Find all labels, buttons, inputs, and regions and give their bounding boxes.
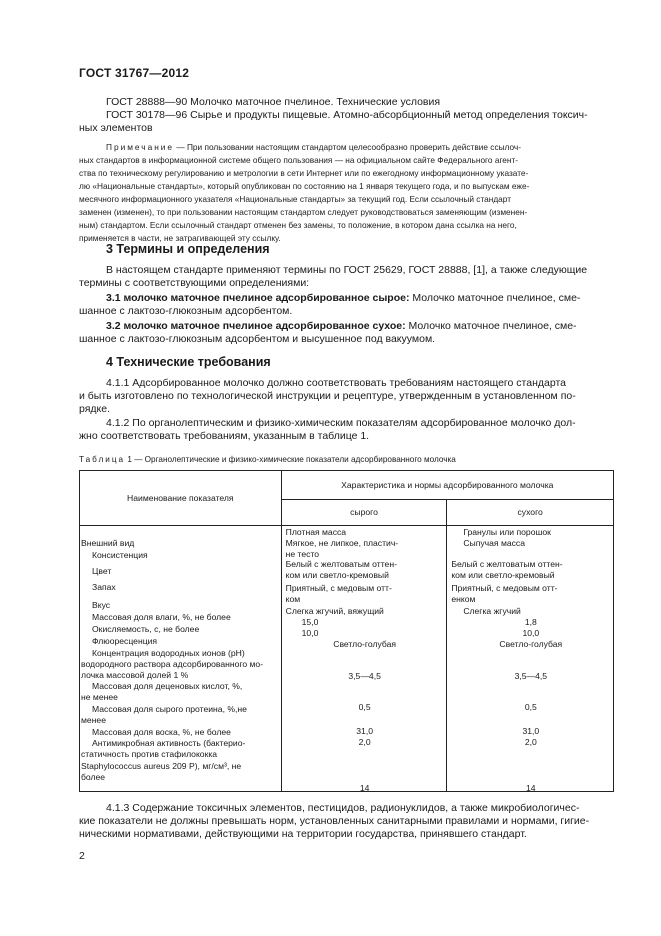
raw-value-13: 31,0 — [356, 726, 373, 736]
dry-value-0: Гранулы или порошок — [463, 527, 551, 537]
note-line-2: ных стандартов в информационной системе общего пользования — на официальном сайте Федерального агент- — [79, 155, 519, 165]
indicator-name-1: Консистенция — [92, 550, 148, 560]
sec3-para-line-2: термины с соответствующими определениями: — [79, 277, 310, 289]
term-3-2-title: 3.2 молочко маточное пчелиное адсорбированное сухое: — [106, 320, 406, 332]
raw-value-6: ком — [285, 594, 301, 604]
dry-value-5: енком — [451, 594, 476, 604]
raw-value-5: Приятный, с медовым отт- — [285, 583, 392, 593]
note-line-7: ным) стандартом. Если ссылочный стандарт отменен без замены, то положение, в котором дана ссылка на него, — [79, 220, 517, 230]
raw-value-9: 10,0 — [301, 628, 319, 638]
table-1-caption — [79, 455, 456, 464]
table-1 — [79, 470, 614, 792]
indicator-name-18: Массовая доля воска, %, не более — [92, 727, 231, 737]
para-4-1-2-line-2: жно соответствовать требованиям, указанным в таблице 1. — [79, 430, 370, 442]
indicator-name-13: лочка массовой долей 1 % — [81, 670, 189, 680]
reference-gost-30178-cont: ных элементов — [79, 122, 153, 134]
para-4-1-2-line-1: 4.1.2 По органолептическим и физико-химическим показателям адсорбированное молочко дол- — [106, 417, 576, 429]
dry-value-11: 0,5 — [524, 702, 537, 712]
note-line-1 — [106, 141, 521, 154]
note-line-5: месячного информационного указателя «Национальные стандарты» за текущий год. Если ссылочный стандарт — [79, 194, 512, 204]
indicator-name-9: Окисляемость, с, не более — [92, 624, 200, 634]
raw-value-7: Слегка жгучий, вяжущий — [285, 606, 384, 616]
indicator-names-column — [80, 526, 281, 791]
para-4-1-1-line-3: рядке. — [79, 403, 111, 415]
indicator-name-20: статичность против стафилококка — [81, 749, 218, 759]
note-label: Примечание — [106, 142, 175, 152]
col-header-indicator: Наименование показателя — [80, 471, 282, 526]
raw-value-15: 14 — [359, 783, 370, 793]
col-header-raw: сырого — [281, 500, 447, 526]
term-3-2 — [106, 320, 577, 333]
indicator-name-17: менее — [81, 715, 106, 725]
raw-value-3: Белый с желтоватым оттен- — [285, 559, 397, 569]
raw-value-12: 0,5 — [358, 702, 371, 712]
indicator-name-16: Массовая доля сырого протеина, %,не — [92, 704, 247, 714]
dry-values-column — [447, 526, 613, 791]
table-caption-label: Таблица — [79, 455, 126, 464]
indicator-name-21: Staphylococcus aureus 209 P), мг/см³, не — [81, 761, 242, 771]
raw-value-1: Мягкое, не липкое, пластич- — [285, 538, 399, 548]
term-3-1 — [106, 292, 580, 305]
dry-value-7: 1,8 — [524, 617, 537, 627]
dry-value-1: Сыпучая масса — [463, 538, 526, 548]
sec3-para-line-1: В настоящем стандарте применяют термины по ГОСТ 25629, ГОСТ 28888, [1], а также следующие — [106, 264, 588, 276]
dry-value-13: 2,0 — [524, 737, 537, 747]
term-3-1-cont: шанное с лактозо-глюкозным адсорбентом. — [79, 305, 293, 317]
term-3-1-def: Молочко маточное пчелиное, сме- — [409, 292, 581, 304]
document-code-header: ГОСТ 31767—2012 — [79, 66, 190, 80]
indicator-name-12: водородного раствора адсорбированного мо- — [81, 659, 264, 669]
note-line-3: ства по техническому регулированию и метрологии в сети Интернет или по ежегодному информационному указате- — [79, 168, 529, 178]
dry-value-9: Светло-голубая — [499, 639, 563, 649]
indicator-name-3: Цвет — [92, 566, 112, 576]
term-3-2-cont: шанное с лактозо-глюкозным адсорбентом и высушенное под вакуумом. — [79, 333, 436, 345]
dry-value-6: Слегка жгучий — [463, 606, 521, 616]
col-header-group: Характеристика и нормы адсорбированного молочка — [281, 471, 613, 500]
col-header-dry: сухого — [447, 500, 614, 526]
term-3-2-def: Молочко маточное пчелиное, сме- — [405, 320, 577, 332]
dry-value-14: 14 — [526, 783, 536, 793]
indicator-name-19: Антимикробная активность (бактерио- — [92, 738, 246, 748]
section-4-heading: 4 Технические требования — [106, 355, 271, 369]
note-line-6: заменен (изменен), то при пользовании настоящим стандартом следует руководствоваться заменяющим (изменен- — [79, 207, 528, 217]
note-text-1: — При пользовании настоящим стандартом целесообразно проверить действие ссылоч- — [174, 142, 522, 152]
indicator-name-7: Вкус — [92, 600, 111, 610]
dry-value-12: 31,0 — [522, 726, 540, 736]
section-3-heading: 3 Термины и определения — [106, 242, 270, 256]
indicator-name-14: Массовая доля децeновых кислот, %, — [92, 681, 243, 691]
note-line-4: лю «Национальные стандарты», который опубликован по состоянию на 1 января текущего года, и по выпускам еже- — [79, 181, 530, 191]
indicator-name-22: более — [81, 772, 106, 782]
indicator-name-8: Массовая доля влаги, %, не более — [92, 612, 231, 622]
para-4-1-1-line-1: 4.1.1 Адсорбированное молочко должно соответствовать требованиям настоящего стандарта — [106, 377, 566, 389]
raw-value-0: Плотная масса — [285, 527, 347, 537]
indicator-name-10: Флюоресценция — [92, 636, 158, 646]
raw-values-column — [282, 526, 447, 791]
dry-value-10: 3,5—4,5 — [514, 671, 548, 681]
dry-value-3: ком или светло-кремовый — [451, 570, 555, 580]
para-4-1-3-line-3: ническими нормативами, действующими на территории государства, принявшего стандарт. — [79, 828, 527, 840]
table-caption-text: 1 — Органолептические и физико-химические показатели адсорбированного молочка — [125, 455, 456, 464]
dry-value-4: Приятный, с медовым отт- — [451, 583, 558, 593]
raw-value-10: Светло-голубая — [333, 639, 397, 649]
page-number: 2 — [79, 850, 85, 862]
indicator-name-0: Внешний вид — [81, 538, 135, 548]
para-4-1-3-line-2: кие показатели не должны превышать норм, установленных санитарными правилами и нормами, гигие- — [79, 815, 590, 827]
raw-value-11: 3,5—4,5 — [348, 671, 381, 681]
raw-value-4: ком или светло-кремовый — [285, 570, 389, 580]
reference-gost-28888: ГОСТ 28888—90 Молочко маточное пчелиное. Технические условия — [106, 96, 441, 108]
raw-value-2: не тесто — [285, 549, 320, 559]
indicator-name-11: Концентрация водородных ионов (pH) — [92, 648, 245, 658]
note-line-8: применяется в части, не затрагивающей эту ссылку. — [79, 233, 281, 243]
indicator-name-15: не менее — [81, 692, 118, 702]
indicator-name-5: Запах — [92, 582, 116, 592]
raw-value-8: 15,0 — [301, 617, 319, 627]
dry-value-8: 10,0 — [522, 628, 540, 638]
para-4-1-1-line-2: и быть изготовлено по технологической инструкции и рецептуре, утвержденным в установленном по- — [79, 390, 576, 402]
raw-value-14: 2,0 — [358, 737, 371, 747]
term-3-1-title: 3.1 молочко маточное пчелиное адсорбированное сырое: — [106, 292, 410, 304]
dry-value-2: Белый с желтоватым оттен- — [451, 559, 563, 569]
para-4-1-3-line-1: 4.1.3 Содержание токсичных элементов, пестицидов, радионуклидов, а также микробиологичес- — [106, 802, 580, 814]
reference-gost-30178: ГОСТ 30178—96 Сырье и продукты пищевые. Атомно-абсорбционный метод определения токсич- — [106, 109, 588, 121]
